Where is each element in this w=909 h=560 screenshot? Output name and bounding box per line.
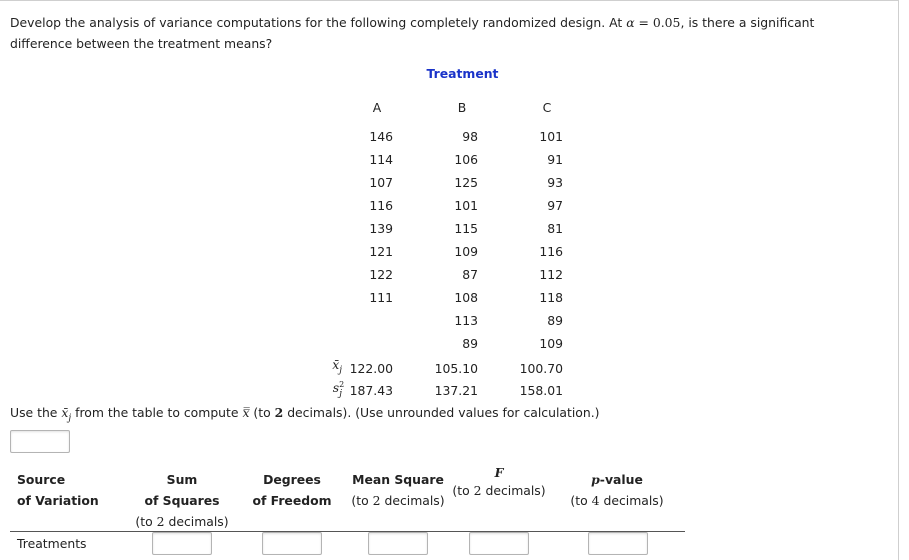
variance-b: 137.21 (434, 383, 478, 398)
data-cell-c: 101 (539, 129, 563, 144)
f-header: F (to 2 decimals) (452, 465, 546, 498)
degrees-of-freedom-header: Degrees of Freedom (252, 472, 332, 508)
alpha-value: 0.05 (652, 15, 681, 30)
data-cell-b: 109 (454, 244, 478, 259)
data-cell-c: 91 (547, 152, 563, 167)
table-divider (10, 531, 685, 532)
data-cell-b: 125 (454, 175, 478, 190)
data-cell-c: 112 (539, 267, 563, 282)
data-cell-c: 89 (547, 313, 563, 328)
data-cell-b: 106 (454, 152, 478, 167)
data-cell-a: 121 (369, 244, 393, 259)
sum-of-squares-header: Sum of Squares (to 2 decimals) (135, 472, 229, 529)
instruction-text: Use the $x̄_j$ from the table to compute x̿ (to 2 decimals). (Use unrounded values for calculation.) (10, 405, 600, 424)
alpha-symbol: α (626, 15, 635, 30)
treatments-ms-input[interactable] (368, 532, 428, 555)
treatments-f-input[interactable] (469, 532, 529, 555)
column-header-a: A (372, 100, 382, 115)
data-cell-b: 87 (462, 267, 478, 282)
data-cell-a: 122 (369, 267, 393, 282)
row-label-treatments: Treatments (17, 536, 87, 551)
data-cell-a: 146 (369, 129, 393, 144)
data-cell-c: 116 (539, 244, 563, 259)
variance-label: $s^2_j$ (332, 380, 345, 399)
question-text: Develop the analysis of variance computations for the following completely randomized design. At α = 0.05, is there a significant difference between the treatment means? (10, 15, 815, 51)
data-cell-c: 93 (547, 175, 563, 190)
data-cell-b: 108 (454, 290, 478, 305)
mean-b: 105.10 (434, 361, 478, 376)
data-cell-c: 118 (539, 290, 563, 305)
data-cell-a: 107 (369, 175, 393, 190)
treatments-p-input[interactable] (588, 532, 648, 555)
mean-square-header: Mean Square (to 2 decimals) (351, 472, 445, 508)
treatment-title: Treatment (426, 66, 499, 81)
mean-a: 122.00 (349, 361, 393, 376)
column-header-b: B (457, 100, 467, 115)
data-cell-b: 115 (454, 221, 478, 236)
p-value-header: p-value (to 4 decimals) (570, 472, 664, 508)
variance-c: 158.01 (519, 383, 563, 398)
grand-mean-input[interactable] (10, 430, 70, 453)
data-cell-a: 114 (369, 152, 393, 167)
variance-a: 187.43 (349, 383, 393, 398)
data-cell-c: 109 (539, 336, 563, 351)
data-cell-c: 81 (547, 221, 563, 236)
mean-label: $x̄_j$ (332, 357, 342, 376)
treatments-df-input[interactable] (262, 532, 322, 555)
data-cell-b: 98 (462, 129, 478, 144)
data-cell-b: 89 (462, 336, 478, 351)
data-cell-a: 111 (369, 290, 393, 305)
data-cell-a: 139 (369, 221, 393, 236)
data-cell-c: 97 (547, 198, 563, 213)
treatments-ss-input[interactable] (152, 532, 212, 555)
column-header-c: C (542, 100, 552, 115)
data-cell-b: 101 (454, 198, 478, 213)
data-cell-a: 116 (369, 198, 393, 213)
data-cell-b: 113 (454, 313, 478, 328)
source-header: Source of Variation (17, 472, 99, 508)
mean-c: 100.70 (519, 361, 563, 376)
